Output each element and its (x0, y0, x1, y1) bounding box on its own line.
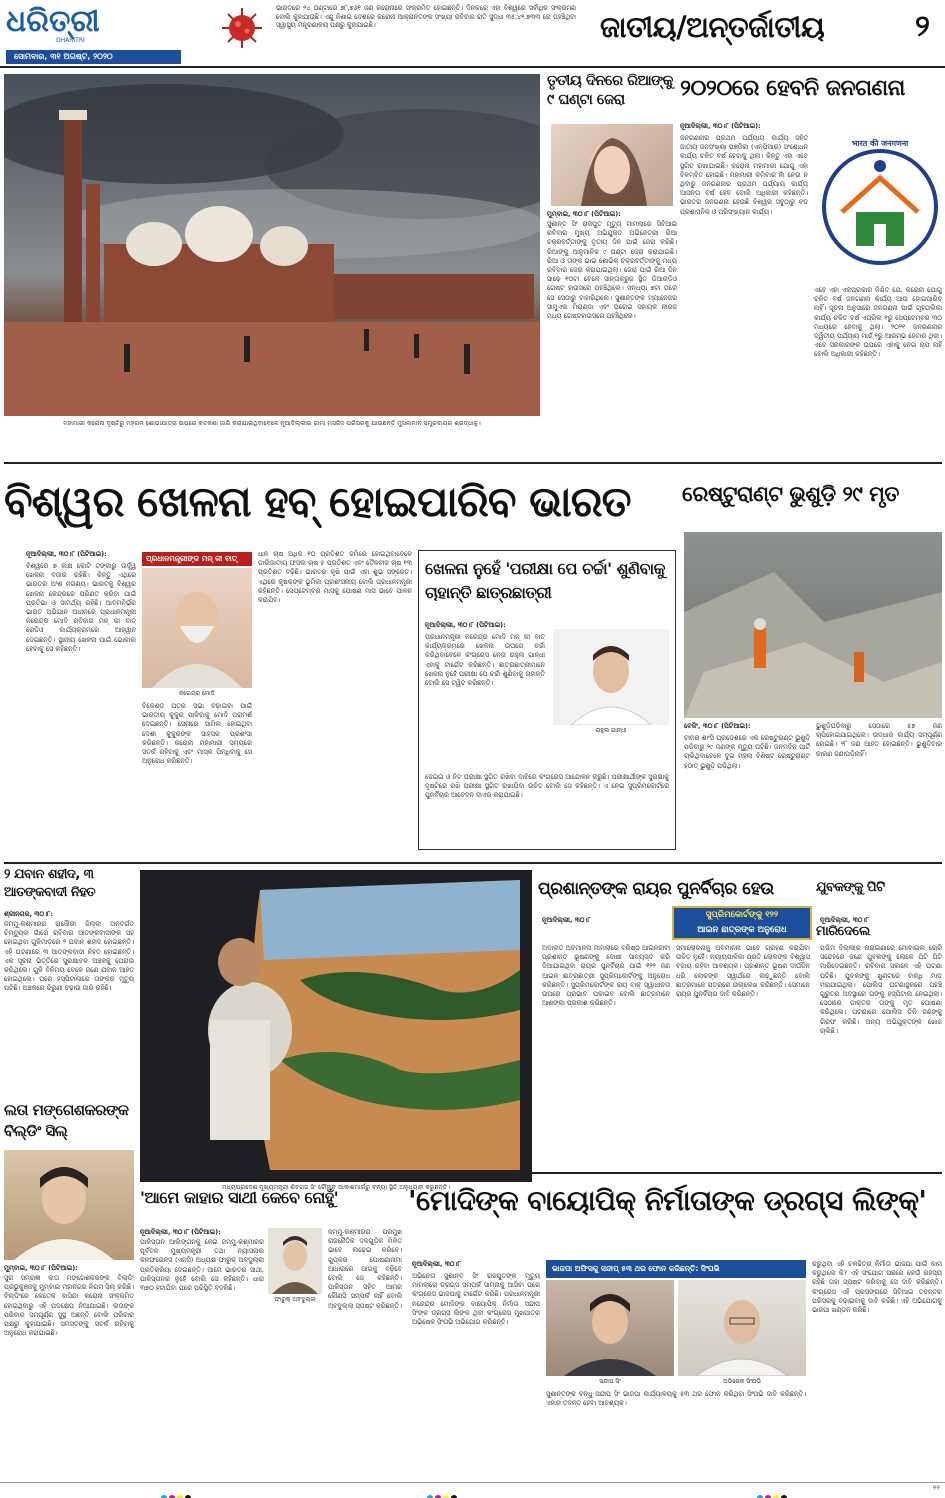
lata-dateline: ମୁମ୍ବାଇ, ୩୦।୮ (ପିଟିଆଇ): (4, 1264, 78, 1272)
exams-body-a: ପ୍ରଧାନମନ୍ତ୍ରୀ ନରେନ୍ଦ୍ର ମୋଦି ମନ୍ କୀ ବାତ୍ କାର୍ଯ୍ୟକ୍ରମରେ ଖେଳନା ଉପରେ ଚର୍ଚ୍ଚା କରିଥିବାବେଳେ କଂଗ୍ରେସ ନେତା ରାହୁଲ ଗାନ୍ଧୀ ଏହାକୁ ଟାର୍ଗେଟ କରିଛନ୍ତି। ଛାତ୍ରଛାତ୍ରୀମାନେ ଖେଳନା ନୁହେଁ ପରୀକ୍ଷା ପେ ଚର୍ଚ୍ଚା ଶୁଣିବାକୁ ଚାହାନ୍ତି ବୋଲି ସେ ଟ୍ୱିଟ କରିଛନ୍ତି। (425, 633, 545, 688)
masthead-rule (0, 66, 945, 68)
exams-dateline: ନୂଆଦିଲ୍ଲୀ, ୩୦।୮ (ପିଟିଆଇ): (425, 621, 506, 629)
toys-dateline: ନୂଆଦିଲ୍ଲୀ, ୩୦।୮ (ପିଟିଆଇ): (26, 550, 107, 558)
restaurant-headline: ରେଷ୍ଟୁରାଣ୍ଟ ଭୁଶୁଡ଼ି ୨୯ ମୃତ (682, 482, 899, 506)
abdullah-article (140, 1176, 402, 1478)
census-body-a: ଜନଗଣନାର ପ୍ରଥମ ପର୍ଯ୍ୟାୟ କାର୍ଯ୍ୟ ସହିତ ଜାତୀୟ ଜନସଂଖ୍ୟା ପଞ୍ଜିକା (ଏନପିଆର) ସଂଶୋଧନ କାର୍ଯ୍ୟ ଚଳିତ ବର୍ଷ ହେବାକୁ ଥିଲା। କିନ୍ତୁ ଏହା ଏବେ ସ୍ଥଗିତ ରଖାଯାଇଛି। କରୋନା ମହାମାରୀ ଯୋଗୁ ଏହା ବିଳମ୍ବିତ ହୋଇଛି। ମହାମାରୀ କମିବାର ନାଁ ନେଉ ନ ଥିବାରୁ ଜନଗଣନାର ପ୍ରଥମ ପର୍ଯ୍ୟାୟ କାର୍ଯ୍ୟ ଆସନ୍ତା ବର୍ଷ ହେବ ବୋଲି ଅଧିକାରୀ କହିଛନ୍ତି। ଭାରତର ଜନଗଣନା ହେଉଛି ବିଶ୍ୱର ସବୁଠାରୁ ବଡ ପ୍ରଶାସନିକ ଓ ପରିସଂଖ୍ୟାନ କାର୍ଯ୍ୟ। (680, 134, 808, 216)
prashant-box-title-2: ଆଇନ ଛାତ୍ରଙ୍କ ଅନୁରୋଧ (697, 925, 787, 935)
logo-text: ଧରିତ୍ରୀ (6, 4, 100, 39)
jk-article (4, 866, 134, 1102)
youth-body: ପଶ୍ଚିମ ଦିଲ୍ଲୀର ନାରାଇଣାରେ ମୋବାଇଲ ଚୋରି ସନ୍ଦେହରେ ଜଣେ ଯୁବକଙ୍କୁ ଲୋକେ ପିଟି ପିଟି ମାରିଦେଇଛନ୍ତି। ରବିବାର ସକାଳେ ଏହି ଘଟଣା ଘଟିଛି। ଯୁବକଙ୍କୁ ଖୁଣ୍ଟରେ ବାନ୍ଧି ମାଡ଼ ମରାଯାଇଥିଲା। ପୋଲିସ ଘଟଣାସ୍ଥଳରେ ପହଞ୍ଚି ଗୁରୁତର ଅବସ୍ଥାରେ ତାଙ୍କୁ ହସ୍ପିଟାଲ ନେଇଥିଲା। ସେଠାରେ ଡାକ୍ତର ତାଙ୍କୁ ମୃତ ଘୋଷଣା କରିଥିଲେ। ଘଟଣାରେ ପୋଲିସ ତିନି ଜଣଙ୍କୁ ଗିରଫ କରିଛି। ଅନ୍ୟ ଅଭିଯୁକ୍ତଙ୍କ ଖୋଜ ଚାଲିଛି। (820, 944, 942, 1035)
lata-article (4, 1100, 134, 1480)
census-logo-text: भारत की जनगणना (851, 139, 909, 148)
toys-body-c: ବିକେଶ୍ଡ ପତ୍ର ସଭା ବଢ଼ାଇବା ପାଇଁ ଭାରତୀୟ କୁକୁର ପାଳିବାକୁ ମୋଦି ପରାମର୍ଶ ଦେଇଛନ୍ତି। ସେନାରେ ସାମିଲ ହୋଇଥିବା ଦେଶୀ କୁକୁରଙ୍କ ସାହସର ପ୍ରଶଂସା କରିଛନ୍ତି। କରୋନା ମହାମାରୀ ସମୟରେ ସତର୍କ ରହିବାକୁ ଏବଂ ମାସ୍କ ପିନ୍ଧିବାକୁ ସେ ଅନୁରୋଧ କରିଛନ୍ତି। (142, 702, 252, 766)
rahul-caption: ରାହୁଲ ଗାନ୍ଧୀ (595, 727, 627, 734)
youth-dateline: ନୂଆଦିଲ୍ଲୀ, ୩୦।୮ (820, 916, 869, 924)
biopic-banner: ଭାଜପା ଅଫିସକୁ ସନ୍ଦୀପ୍ ୫୩ ଥର ଫୋନ କରିଛନ୍ତି: ସିଂଘଭି (546, 1260, 806, 1278)
restaurant-dateline: ବେଜିଂ, ୩୦।୮ (ପିଟିଆଇ): (684, 722, 751, 730)
rhea-headline: ତୃତୀୟ ଦିନରେ ରିଆଙ୍କୁ ୯ ଘଣ୍ଟା ଜେରା (547, 73, 673, 108)
modi-photo (142, 568, 252, 688)
abdullah-body-a: ପାକିସ୍ତାନ ଆଲିଙ୍ଗନକୁ ନେଇ ଜମ୍ମୁ-କଶ୍ମୀରର ପୂର୍ବତନ ମୁଖ୍ୟମନ୍ତ୍ରୀ ତଥା ନ୍ୟାସନାଲ କନଫରେନ୍ସ (ଏନସି) ଅଧ୍ୟକ୍ଷ ଫାରୁକ୍ ଅବଦୁଲ୍ଲା ପ୍ରତିକ୍ରିୟା ଦେଇଛନ୍ତି। ଆମେ ଭାରତର ସାଥୀ, ପାକିସ୍ତାନର ନୁହେଁ ବୋଲି ସେ କହିଛନ୍ତି। ଧାରା ୩୭୦ ହଟାଯିବା ପରେ ପରିସ୍ଥିତି ବଦଳିଛି। (140, 1238, 264, 1293)
footer (0, 1482, 945, 1498)
toys-body-a: ବିଶ୍ୱରେ ୭ ଲକ୍ଷ କୋଟି ଟଙ୍କାରୁ ଊର୍ଦ୍ଧ୍ୱ ଖେଳନା ବଜାର ରହିଛି। କିନ୍ତୁ ଏଥିରେ ଭାରତର ଅଂଶ ନଗଣ୍ୟ। ଭାରତକୁ ବିଶ୍ୱର ଖେଳନା କେନ୍ଦ୍ରରେ ପରିଣତ କରିବା ପାଇଁ ପ୍ରତିଭା ଓ ସାମର୍ଥ୍ୟ ରହିଛି। ଆତ୍ମନିର୍ଭର ଭାରତ ଅଭିଯାନ ଅଧୀନରେ ପ୍ରଧାନମନ୍ତ୍ରୀ ନରେନ୍ଦ୍ର ମୋଦି ରବିବାର ମନ୍ କୀ ବାତ୍ ରେଡିଓ କାର୍ଯ୍ୟକ୍ରମରେ ଆହ୍ୱାନ ଦେଇଛନ୍ତି। ସ୍ଥାନୀୟ ଖେଳନା ପାଇଁ ଭୋକାଲ ହେବାକୁ ସେ କହିଛନ୍ତି। (26, 562, 136, 653)
rahul-photo (553, 629, 669, 725)
singhvi-photo (678, 1280, 806, 1376)
prashant-article (538, 866, 812, 1170)
sandeep-photo (546, 1280, 674, 1376)
ticker-text: ଭାରତରେ ୨୪ ଘଣ୍ଟାରେ ୭୮,୭୬୧ ଜଣ କରୋନାରେ ସଂକ୍ରମିତ ହୋଇଛନ୍ତି। ଦିନକରେ ଏହା ବିଶ୍ୱରେ ସର୍ବାଧିକ ସଂକ୍ରମଣ ବୋଲି କୁହାଯାଉଛି। ଏଣୁ ନିଶାଇ ଦେଶରେ କରୋନା ଆକ୍ରାନ୍ତଙ୍କ ସଂଖ୍ୟା ରବିବାର ରାତି ସୁଦ୍ଧା ୩୫,୪୨,୭୩୩ ରେ ପହଞ୍ଚିଥିବା ସ୍ୱାସ୍ଥ୍ୟ ମନ୍ତ୍ରଣାଳୟ ପକ୍ଷରୁ କୁହାଯାଇଛି। (276, 4, 576, 29)
toys-label: ପ୍ରଧାନମନ୍ତ୍ରୀଙ୍କ ମନ୍ କୀ ବାତ୍ (142, 552, 252, 566)
exams-body-b: ଜେଇଇ ଓ ନିଟ ପରୀକ୍ଷା ସ୍ଥଗିତ ରଖିବା ଦାବିରେ କଂଗ୍ରେସ ଆନ୍ଦୋଳନ କରୁଛି। ପରୀକ୍ଷାର୍ଥୀଙ୍କ ସୁରକ୍ଷାକୁ ଦୃଷ୍ଟିରେ ରଖି ପରୀକ୍ଷା ସ୍ଥଗିତ ରଖାଯିବା ଉଚିତ ବୋଲି ସେ କହିଛନ୍ତି। ଏ ନେଇ ସୁପ୍ରିମକୋର୍ଟରେ ପୁନର୍ବିଚାର ଆବେଦନ ଦାଏର କରାଯାଇଛି। (425, 773, 669, 800)
jk-headline: ୨ ଯବାନ ଶହୀଦ, ୩ ଆତଙ୍କବାଦୀ ନିହତ (4, 867, 96, 900)
logo (6, 4, 181, 48)
flood-photo (140, 870, 532, 1194)
biopic-body-c: କରୁଥିବା ଏହି ଚଳଚ୍ଚିତ୍ର ନିର୍ମାତା ଭାଜପା ପାଇଁ କାମ କରୁଥିଲେ କି? ଏହି ସଂଯୋଗ ପଛରେ କେଉଁ ରହସ୍ୟ ରହିଛି ତାହା ସ୍ପଷ୍ଟ କରିବାକୁ ସେ ଦାବି କରିଛନ୍ତି। କଂଗ୍ରେସ ଏହି ପ୍ରସଙ୍ଗରେ ସିବିଆଇ ତଦନ୍ତର ପରିସରକୁ ବଢ଼ାଇବାକୁ ଦାବି କରିଛି। ଏହି ଅଭିଯୋଗକୁ ଭାଜପା ଖଣ୍ଡନ କରିଛି। (812, 1260, 942, 1315)
jama-masjid-caption: ମହାମାରୀ କରୋନା ଦୃଷ୍ଟିରୁ ମହରମ ଶୋଭାଯାତ୍ରା ଉପରେ କଟକଣା ଜାରି କରାଯାଇଥିବାବେଳେ ନୂଆଦିଲ୍ଲୀର ଜାମା ମସଜିଦ ପରିସରକୁ ଯାଉଛନ୍ତି ମୁସଲମାନ ସମ୍ପ୍ରଦାୟର ଶ୍ରଦ୍ଧାଳୁ। (63, 420, 481, 427)
flood-caption: ମଧ୍ୟପ୍ରଦେଶ ମୁଖ୍ୟମନ୍ତ୍ରୀ ଶିବରାଜ ସିଂ ଚୌହାନ ଆକାଶମାର୍ଗରୁ ବନ୍ୟା ସ୍ଥିତି ଅନୁଧ୍ୟାନ କରୁଛନ୍ତି। (140, 1182, 532, 1194)
modi-caption: ନରେନ୍ଦ୍ର ମୋଦି (179, 690, 215, 697)
jk-dateline: ଶ୍ରୀନଗର, ୩୦।୮: (4, 910, 54, 918)
toys-body-b: ଧାନ ଚାଷ ଅଧିକ ୧୦ ପ୍ରତିଶତ ଜମିରେ ହୋଇଥିବାବେଳେ ଡାଲିଜାତୀୟ ଫସଲ ଚାଷ ୫ ପ୍ରତିଶତ ଏବଂ ତୈଳବୀଜ ଚାଷ ୧୩ ପ୍ରତିଶତ ବଢ଼ିଛି। ଭାରତର କୃଷି ପାଇଁ ଏହା ଶୁଭ ସଙ୍କେତ। ଏଥିରେ କୃଷକଙ୍କ ଭୂମିକା ପ୍ରଶଂସନୀୟ ବୋଲି ପ୍ରଧାନମନ୍ତ୍ରୀ କହିଛନ୍ତି। ସେପ୍ଟେମ୍ବର ମାସକୁ ପୋଷଣ ମାସ ଭାବେ ପାଳନ କରାଯିବ। (258, 550, 412, 605)
lata-headline: ଲତା ମଙ୍ଗେଶକରଙ୍କ ବିଲ୍ଡିଂ ସିଲ୍ (4, 1101, 129, 1140)
restaurant-article (682, 466, 942, 856)
abdullah-caption: ଫାରୁକ୍ ଅବଦୁଲ୍ଲା (274, 1296, 316, 1303)
restaurant-body-a: ଚୀନର ଶାଂସି ପ୍ରଦେଶରେ ଏକ ରେଷ୍ଟୁରାଣ୍ଟ ଭୁଶୁଡ଼ି ପଡ଼ିବାରୁ ୨୯ ଜଣଙ୍କ ମୃତ୍ୟୁ ଘଟିଛି। ଜନ୍ମଦିନ ପାର୍ଟି ଚାଲିଥିବାବେଳେ ଦୁଇ ମହଲା ବିଶିଷ୍ଟ ରେଷ୍ଟୁରାଣ୍ଟ ହଠାତ୍ ଭୁଶୁଡ଼ି ପଡ଼ିଥିଲା। (684, 734, 810, 770)
virus-icon (220, 6, 264, 50)
biopic-headline: 'ମୋଦିଙ୍କ ବାୟୋପିକ୍ ନିର୍ମାତାଙ୍କ ଡ୍ରଗ୍ସ ଲିଙ୍କ୍' (408, 1184, 927, 1217)
rhea-photo (551, 124, 673, 206)
toys-headline: ବିଶ୍ୱର ଖେଳନା ହବ୍ ହୋଇପାରିବ ଭାରତ (4, 477, 631, 526)
census-dateline: ନୂଆଦିଲ୍ଲୀ, ୩୦।୮ (ପିଟିଆଇ): (680, 122, 761, 130)
lata-body: ସୁର ସମ୍ରାଜ୍ଞୀ ଲତା ମଙ୍ଗେଶକରଙ୍କ ବିଲ୍ଡିଂ ପ୍ରଭୁକୁଞ୍ଜକୁ ମୁମ୍ବାଇ ମହାନଗର ନିଗମ ସିଲ୍ କରିଛି। ବିଲ୍ଡିଂରେ କେତେକ ବାସିନ୍ଦା କରୋନା ସଂକ୍ରମିତ ହୋଇଥିବାରୁ ଏହି ପଦକ୍ଷେପ ନିଆଯାଇଛି। ଲତାଙ୍କ ପରିବାର ସମ୍ପୂର୍ଣ୍ଣ ସୁସ୍ଥ ଅଛନ୍ତି ବୋଲି ପରିବାର ପକ୍ଷରୁ କୁହାଯାଇଛି। ସମସ୍ତଙ୍କୁ ସତର୍କ ରହିବାକୁ ଅନୁରୋଧ କରାଯାଇଛି। (4, 1274, 134, 1338)
divider-1 (4, 462, 942, 464)
biopic-dateline: ନୂଆଦିଲ୍ଲୀ, ୩୦।୮ (412, 1260, 461, 1268)
singhvi-caption: ଅଭିଷେକ ସିଂଘଭି (722, 1378, 762, 1385)
footer-page-mark: ୧୧ (932, 1484, 940, 1492)
lata-photo (4, 1150, 134, 1260)
jama-masjid-photo (4, 74, 540, 436)
prashant-body-b: ସମାଲୋଚନାକୁ ଅବମାନନା ଭାବେ ଗ୍ରହଣ କରାଯିବା ଉଚିତ ନୁହେଁ। ନ୍ୟାୟପାଳିକା ପ୍ରତି ଲୋକଙ୍କ ବିଶ୍ୱାସ ବଜାୟ ରହିବା ଆବଶ୍ୟକ। ପ୍ରଶାନ୍ତ ଭୂଷଣ ଦୀର୍ଘଦିନ ଧରି ଲୋକଙ୍କ ସ୍ୱାର୍ଥରେ ଲଢ଼ୁଛନ୍ତି ବୋଲି ଛାତ୍ରମାନେ ପତ୍ରରେ ଉଲ୍ଲେଖ କରିଛନ୍ତି। ସେମାନେ ରାୟର ପୁନର୍ବିଚାର ଦାବି କରିଛନ୍ତି। (676, 944, 810, 999)
exams-headline: ଖେଳନା ନୁହେଁ 'ପରୀକ୍ଷା ପେ ଚର୍ଚ୍ଚା' ଶୁଣିବାକୁ ଚାହାନ୍ତି ଛାତ୍ରଛାତ୍ରୀ (425, 559, 665, 602)
youth-article (816, 866, 942, 1170)
abdullah-photo (268, 1228, 322, 1294)
abdullah-body-b: ଜମ୍ମୁ-କଶ୍ମୀରର ପ୍ରମୁଖ ରାଜନୈତିକ ଦଳଗୁଡ଼ିକ ମିଳିତ ଭାବେ ଲଢ଼େଇ କରିବେ। ଗୁପ୍କର ଘୋଷଣାନାମା ଆଧାରରେ ଆଗକୁ ବଢ଼ିବେ ବୋଲି ସେ କହିଛନ୍ତି। ପାକିସ୍ତାନ ସହିତ ଆମର କୌଣସି ସମ୍ପର୍କ ନାହିଁ ବୋଲି ଅବଦୁଲ୍ଲା ସ୍ପଷ୍ଟ କରିଛନ୍ତି। (328, 1228, 402, 1310)
biopic-body-a: ଅଭିନେତା ସୁଶାନ୍ତ ସିଂ ରାଜପୁତଙ୍କ ମୃତ୍ୟୁ ମାମଲାରେ ଡ୍ରଗ୍ସ ସମ୍ପର୍କ ସାମ୍ନାକୁ ଆସିବା ପରେ କଂଗ୍ରେସ ଭାଜପାକୁ ଟାର୍ଗେଟ କରିଛି। ପ୍ରଧାନମନ୍ତ୍ରୀ ନରେନ୍ଦ୍ର ମୋଦିଙ୍କ ବାୟୋପିକ୍ ନିର୍ମାତା ସନ୍ଦୀପ ସିଂଙ୍କ ଡ୍ରଗ୍ସ ଲିଙ୍କ ଥିବା କଂଗ୍ରେସ ମୁଖପାତ୍ର ଅଭିଷେକ ସିଂଘଭି ଅଭିଯୋଗ କରିଛନ୍ତି। (412, 1272, 540, 1327)
registration-marks (160, 1487, 800, 1495)
census-body-b: ଏବେ ଏହା ଏକପ୍ରକାର ନିଶ୍ଚିତ ଯେ, କରୋନା ଯୋଗୁ ଚଳିତ ବର୍ଷ ଜନଗଣନା କାର୍ଯ୍ୟ ଆଉ ହୋଇପାରିବ ନାହିଁ। ସୂଚନା ଅନୁସାରେ ଜନଗଣନା ପାଇଁ ଗୃହତାଲିକା କାର୍ଯ୍ୟ ଚଳିତ ବର୍ଷ ଏପ୍ରିଲ ୧ରୁ ସେପ୍ଟେମ୍ବର ୩୦ ମଧ୍ୟରେ ହେବାକୁ ଥିଲା। ୨୦୨୧ ଜନଗଣନାର ଦ୍ୱିତୀୟ ପର୍ଯ୍ୟାୟ ମାର୍ଚ୍ଚ ୧ରୁ ଆରମ୍ଭ ହେବାର ଥିଲା। ଏବେ ସରକାରଙ୍କ ଉପରେ ଏହାକୁ ନେଇ ଚାପ ନାହିଁ ବୋଲି ଅଧିକାରୀ କହିଛନ୍ତି। (814, 286, 942, 359)
sandeep-caption: ସନ୍ଦୀପ ସିଂ (599, 1378, 621, 1385)
abdullah-headline: 'ଆମେ କାହାର ସାଥୀ କେବେ ନୋହୁଁ' (140, 1188, 339, 1207)
section-title: ଜାତୀୟ/ଅନ୍ତର୍ଜାତୀୟ (600, 10, 825, 44)
jk-body: ଜମ୍ମୁ-କଶ୍ମୀରର ରାଜୌରୀ ଜିଲ୍ଲା ଅନ୍ତର୍ଗତ ଚିମ୍ବ୍ୟୁଲ ଗାଁରେ ରବିବାର ଆତଙ୍କବାଦୀଙ୍କ ସହ ହୋଇଥିବା ଗୁଳିମାଡ଼ରେ ୨ ଯବାନ ଶହୀଦ ହୋଇଛନ୍ତି। ଏହି ଘଟଣାରେ ୩ ଆତଙ୍କବାଦୀ ନିହତ ହୋଇଛନ୍ତି। ଏକ ସୂଚନା ଭିତ୍ତିରେ ସୁରକ୍ଷାବଳ ଅଞ୍ଚଳକୁ ଘେରାଉ କରିଥିଲେ। ଗୁଳି ବିନିମୟ ବେଳେ ଜଣେ ଯବାନ ଆହତ ହୋଇଥିଲେ। ପରେ ହସ୍ପିଟାଲରେ ତାଙ୍କର ମୃତ୍ୟୁ ଘଟିଛି। ଅଞ୍ଚଳରେ ଚିରୁଣୀ ଚଢ଼ାଉ ଜାରି ରହିଛି। (4, 920, 134, 993)
rhea-dateline: ମୁମ୍ବାଇ, ୩୦।୮ (ପିଟିଆଇ): (547, 210, 621, 218)
youth-headline: ଯୁବକଙ୍କୁ ପିଟି ମାରିଦେଲେ (816, 880, 885, 939)
prashant-box-title-1: ସୁପ୍ରିମକୋର୍ଟଙ୍କୁ ୧୨୨ (705, 910, 779, 920)
date-bar: ସୋମବାର, ୩୧ ଅଗଷ୍ଟ, ୨୦୨୦ (6, 50, 181, 64)
prashant-dateline: ନୂଆଦିଲ୍ଲୀ, ୩୦।୮ (542, 916, 591, 924)
census-article (680, 72, 942, 460)
divider-2 (4, 862, 942, 864)
exams-article (418, 550, 676, 850)
rhea-article (547, 72, 677, 460)
rhea-body: ସୁଶାନ୍ତ ସିଂ ରାଜପୁତ ମୃତ୍ୟୁ ମାମଲାରେ ସିବିଆଇ ରବିବାର ମୁଖ୍ୟ ଅଭିଯୁକ୍ତ ଅଭିନେତ୍ରୀ ରିଆ ଚକ୍ରବର୍ତ୍ତୀଙ୍କୁ ତୃତୀୟ ଦିନ ପାଇଁ ଜେରା କରିଛି। ରିଆଙ୍କୁ ଆନୁମାନିକ ୯ ଘଣ୍ଟା ଜେରା କରାଯାଇଛି। ରିଆ ଓ ତାଙ୍କ ଭାଇ ଶୋଭିକ୍ ଚକ୍ରବର୍ତ୍ତୀଙ୍କୁ ମଧ୍ୟ ରବିବାର ଜେରା କରାଯାଇଥିଲା। ଜେରା ପାଇଁ ରିଆ ଦିନ ସାଢେ ୧୦ଟା ବେଳେ ସାନ୍ତାକ୍ରୁଜ ସ୍ଥିତ ଡିଆରଡିଓ ଗେଷ୍ଟ ହାଉସରେ ପହଞ୍ଚିଥିଲେ। ସନ୍ଧ୍ୟା ୭ଟା ପରେ ସେ ସେଠାରୁ ବାହାରିଥିଲେ। ସୁଶାନ୍ତଙ୍କ ମ୍ୟାନେଜର ସାମୁଏଲ ମିରାଣ୍ଡା ଏବଂ ଘରୋଇ ସହାୟକ ନୀରଜ ମଧ୍ୟ ଗେଷ୍ଟହାଉସରେ ପହଞ୍ଚିଥିଲେ। (547, 220, 677, 321)
masthead (0, 0, 945, 70)
biopic-article (408, 1176, 942, 1478)
divider-3 (140, 1172, 942, 1174)
restaurant-body-b: ଭୁଶୁଡ଼ିପଡ଼ିବାରୁ ସେଠାରେ ୫୭ ଜଣ ଚାପିହୋଇଯାଇଥିଲେ। ଉଦ୍ଧାର କାର୍ଯ୍ୟ ସମ୍ପୂର୍ଣ୍ଣ ହୋଇଛି। ୨୮ ଜଣ ଆହତ ହୋଇଛନ୍ତି। ଭୁଶୁଡ଼ିବାର କାରଣ ଜଣାପଡ଼ିନାହିଁ। (816, 722, 942, 758)
page-number: ୨ (915, 9, 930, 44)
prashant-headline: ପ୍ରଶାନ୍ତଙ୍କ ରାୟର ପୁନର୍ବିଚାର ହେଉ (538, 879, 774, 899)
collapse-photo (684, 532, 942, 718)
abdullah-dateline: ନୂଆଦିଲ୍ଲୀ, ୩୦।୮ (ପିଟିଆଇ): (140, 1228, 221, 1236)
prashant-body-a: ଅଦାଲତ ଅବମାନନା ମାମଲାରେ ବରିଷ୍ଠ ଆଇନଜୀବୀ ପ୍ରଶାନ୍ତ ଭୂଷଣଙ୍କୁ ଦୋଷୀ ସାବ୍ୟସ୍ତ କରି ଦିଆଯାଇଥିବା ରାୟର ପୁନର୍ବିଚାର ପାଇଁ ୧୨୨ ଜଣ ଆଇନ ଛାତ୍ରଛାତ୍ରୀ ସୁପ୍ରିମକୋର୍ଟଙ୍କୁ ଅନୁରୋଧ କରିଛନ୍ତି। ସୁପ୍ରିମକୋର୍ଟଙ୍କ ରାୟ ବାକ୍ ସ୍ୱାଧୀନତା ଉପରେ ପ୍ରଭାବ ପକାଇବ ବୋଲି ଛାତ୍ରମାନେ ଆଶଙ୍କା ପ୍ରକାଶ କରିଛନ୍ତି। (542, 944, 670, 1008)
prashant-box-title (672, 906, 812, 940)
biopic-body-b: ସୁଶାନ୍ତଙ୍କ ବନ୍ଧୁ ସନ୍ଦୀପ ସିଂ ଭାଜପା କାର୍ଯ୍ୟାଳୟକୁ ୫୩ ଥର ଫୋନ କରିଥିବା ସିଂଘଭି ଦାବି କରିଛନ୍ତି। ଏହାର ତଦନ୍ତ ହେବା ଆବଶ୍ୟକ। (546, 1390, 806, 1408)
logo-sub: DHARITRI (56, 37, 85, 44)
census-headline: ୨୦୨୦ରେ ହେବନି ଜନଗଣନା (680, 76, 905, 101)
census-logo (820, 132, 940, 282)
toys-article (4, 466, 678, 856)
